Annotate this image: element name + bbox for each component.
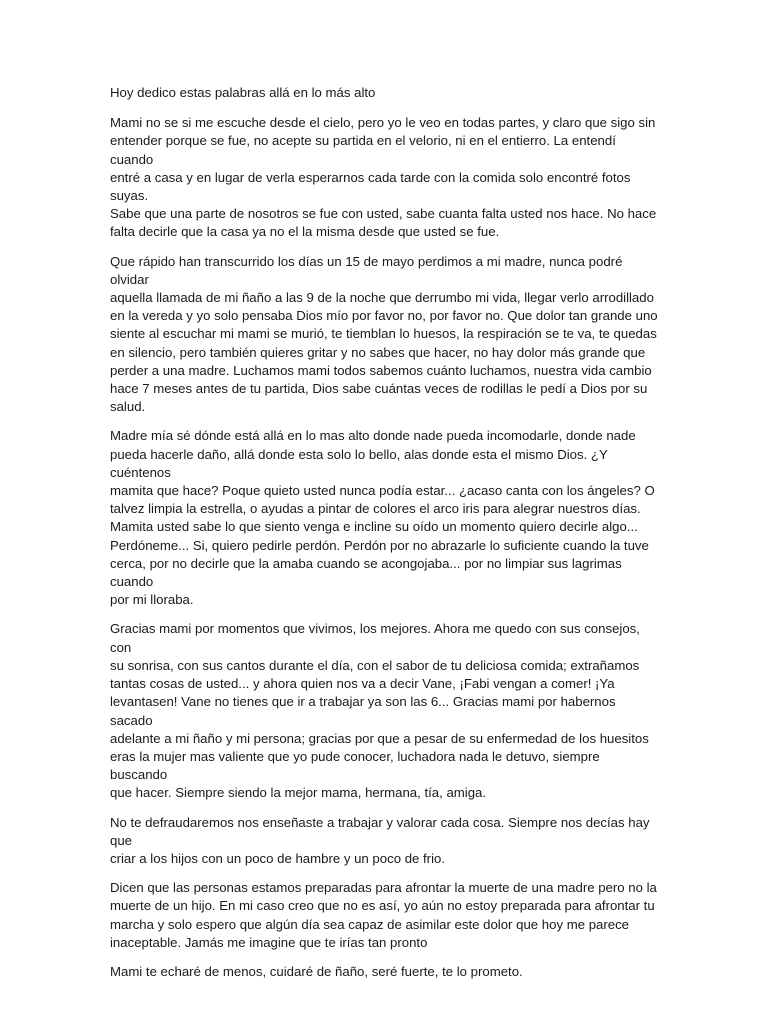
paragraph: Madre mía sé dónde está allá en lo mas alto donde nade pueda incomodarle, donde nade pueda hacerle daño, allá donde esta solo lo bello, alas donde esta el mismo Dios. ¿Y cuéntenos mamita que hace? Poque quieto usted nunca podía estar... ¿acaso canta con los ángeles? O talvez limpia la estrella, o ayudas a pintar de colores el arco iris para alegrar nuestros días. Mamita usted sabe lo que siento venga e incline su oído un momento quiero decirle algo... Perdóneme... Si, quiero pedirle perdón. Perdón por no abrazarle lo suficiente cuando la tuve cerca, por no decirle que la amaba cuando se acongojaba... por no limpiar sus lagrimas cuando por mi lloraba.: [110, 428, 655, 608]
paragraph: No te defraudaremos nos enseñaste a trabajar y valorar cada cosa. Siempre nos decías hay que criar a los hijos con un poco de hambre y un poco de frio.: [110, 814, 650, 866]
paragraph: Mami te echaré de menos, cuidaré de ñaño, seré fuerte, te lo prometo.: [110, 963, 523, 979]
paragraph: Mami no se si me escuche desde el cielo, pero yo le veo en todas partes, y claro que sigo sin entender porque se fue, no acepte su partida en el velorio, ni en el entierro. La entendí cuando entré a casa y en lugar de verla esperarnos cada tarde con la comida solo encontré fotos suyas. Sabe que una parte de nosotros se fue con usted, sabe cuanta falta usted nos hace. No hace falta decirle que la casa ya no el la misma desde que usted se fue.: [110, 115, 657, 240]
document-body: [110, 84, 660, 992]
document-heading: Hoy dedico estas palabras allá en lo más alto: [110, 85, 376, 100]
paragraph: Gracias mami por momentos que vivimos, los mejores. Ahora me quedo con sus consejos, con su sonrisa, con sus cantos durante el día, con el sabor de tu deliciosa comida; extrañamos tantas cosas de usted... y ahora quien nos va a decir Vane, ¡Fabi vengan a comer! ¡Ya levantasen! Vane no tienes que ir a trabajar ya son las 6... Gracias mami por habernos sacado adelante a mi ñaño y mi persona; gracias por que a pesar de su enfermedad de los huesitos eras la mujer mas valiente que yo pude conocer, luchadora nada le detuvo, siempre buscando que hacer. Siempre siendo la mejor mama, hermana, tía, amiga.: [110, 621, 649, 801]
paragraph: Que rápido han transcurrido los días un 15 de mayo perdimos a mi madre, nunca podré olvidar aquella llamada de mi ñaño a las 9 de la noche que derrumbo mi vida, llegar verlo arrodillado en la vereda y yo solo pensaba Dios mío por favor no, por favor no. Que dolor tan grande uno siente al escuchar mi mami se murió, te tiemblan lo huesos, la respiración se te va, te quedas en silencio, pero también quieres gritar y no sabes que hacer, no hay dolor más grande que perder a una madre. Luchamos mami todos sabemos cuánto luchamos, nuestra vida cambio hace 7 meses antes de tu partida, Dios sabe cuántas veces de rodillas le pedí a Dios por su salud.: [110, 253, 658, 415]
paragraph: Dicen que las personas estamos preparadas para afrontar la muerte de una madre pero no la muerte de un hijo. En mi caso creo que no es así, yo aún no estoy preparada para afrontar tu marcha y solo espero que algún día sea capaz de asimilar este dolor que hoy me parece inaceptable. Jamás me imagine que te irías tan pronto: [110, 880, 657, 950]
